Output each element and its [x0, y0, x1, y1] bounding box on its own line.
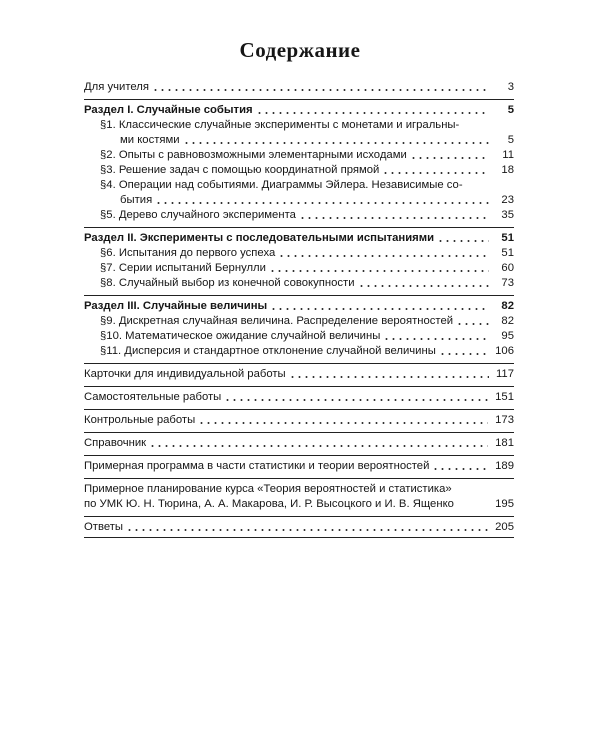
toc-entry-title: Карточки для индивидуальной работы: [84, 368, 286, 380]
toc-line: [100, 118, 514, 133]
dot-leader: [224, 399, 488, 401]
dot-leader: [432, 468, 488, 470]
toc-line: [100, 344, 514, 359]
toc-entry-planning: [84, 478, 514, 512]
toc-page-number: 11: [502, 149, 514, 161]
toc-entry-p4: [84, 178, 514, 208]
toc-page-number: 35: [501, 209, 514, 221]
dot-leader: [456, 323, 489, 325]
toc-entry-teacher: [84, 80, 514, 95]
toc-line: [84, 413, 514, 428]
toc-line: [100, 208, 514, 223]
toc-line: [100, 329, 514, 344]
toc-entry-title: Раздел III. Случайные величины: [84, 300, 268, 312]
toc-page-number: 151: [495, 391, 514, 403]
toc-line: [100, 133, 514, 148]
toc-entry-p7: [84, 261, 514, 276]
table-of-contents: [84, 80, 514, 538]
toc-page-number: 106: [495, 345, 514, 357]
dot-leader: [152, 89, 489, 91]
page-title: Содержание: [239, 38, 361, 62]
toc-entry-title: §6. Испытания до первого успеха: [100, 247, 276, 259]
toc-line: [100, 193, 514, 208]
dot-leader: [198, 422, 488, 424]
toc-entry-title: §1. Классические случайные эксперименты с монетами и игральны-: [100, 119, 460, 131]
toc-entry-p1: [84, 118, 514, 148]
dot-leader: [439, 353, 488, 355]
toc-entry-title: Раздел II. Эксперименты с последовательными испытаниями: [84, 232, 435, 244]
toc-line: [84, 367, 514, 382]
toc-entry-title-continued: ми костями: [120, 134, 180, 146]
toc-entry-title: §2. Опыты с равновозможными элементарными исходами: [100, 149, 407, 161]
toc-line: [84, 436, 514, 451]
toc-page-number: 51: [501, 247, 514, 259]
toc-entry-p2: [84, 148, 514, 163]
toc-page-number: 51: [501, 232, 514, 244]
toc-page-number: 73: [501, 277, 514, 289]
toc-entry-title: §4. Операции над событиями. Диаграммы Эйлера. Независимые со-: [100, 179, 463, 191]
toc-line: [84, 80, 514, 95]
toc-entry-title: Примерное планирование курса «Теория вероятностей и статистика»: [84, 483, 452, 495]
toc-line: [84, 497, 514, 512]
dot-leader: [383, 338, 489, 340]
toc-entry-section3: [84, 295, 514, 314]
toc-line: [84, 459, 514, 474]
toc-entry-independent: [84, 386, 514, 405]
dot-leader: [278, 255, 489, 257]
toc-page-number: 173: [495, 414, 514, 426]
toc-entry-title: §9. Дискретная случайная величина. Распределение вероятностей: [100, 315, 454, 327]
toc-entry-p11: [84, 344, 514, 359]
toc-entry-title: §3. Решение задач с помощью координатной прямой: [100, 164, 380, 176]
toc-entry-title-continued: по УМК Ю. Н. Тюрина, А. А. Макарова, И. Р. Высоцкого и И. В. Ященко: [84, 498, 454, 510]
toc-line: [100, 314, 514, 329]
toc-page-number: 23: [501, 194, 514, 206]
dot-leader: [256, 112, 489, 114]
toc-entry-section2: [84, 227, 514, 246]
toc-page-number: 60: [501, 262, 514, 274]
dot-leader: [358, 285, 489, 287]
toc-entry-title: §11. Дисперсия и стандартное отклонение случайной величины: [100, 345, 436, 357]
toc-line: [84, 390, 514, 405]
toc-line: [100, 261, 514, 276]
dot-leader: [183, 142, 489, 144]
toc-line: [100, 163, 514, 178]
toc-page-number: 181: [495, 437, 514, 449]
dot-leader: [269, 270, 489, 272]
toc-line: [84, 299, 514, 314]
dot-leader: [149, 445, 488, 447]
toc-entry-title: §5. Дерево случайного эксперимента: [100, 209, 296, 221]
dot-leader: [155, 202, 489, 204]
toc-line: [100, 276, 514, 291]
dot-leader: [126, 529, 488, 531]
dot-leader: [270, 308, 489, 310]
dot-leader: [410, 157, 489, 159]
toc-entry-title: Для учителя: [84, 81, 150, 93]
toc-page-number: 95: [501, 330, 514, 342]
toc-line: [100, 246, 514, 261]
toc-line: [84, 231, 514, 246]
toc-page-number: 189: [495, 460, 514, 472]
toc-entry-p10: [84, 329, 514, 344]
toc-entry-title-continued: бытия: [120, 194, 153, 206]
toc-entry-title: Самостоятельные работы: [84, 391, 222, 403]
toc-page-number: 82: [501, 315, 514, 327]
toc-line: [100, 148, 514, 163]
toc-line: [84, 482, 514, 497]
toc-entry-title: Контрольные работы: [84, 414, 196, 426]
toc-page-number: 5: [507, 134, 514, 146]
dot-leader: [299, 217, 489, 219]
dot-leader: [289, 376, 489, 378]
toc-line: [84, 520, 514, 535]
toc-entry-reference: [84, 432, 514, 451]
toc-entry-p3: [84, 163, 514, 178]
toc-entry-title: Раздел I. Случайные события: [84, 104, 253, 116]
dot-leader: [382, 172, 489, 174]
toc-entry-title: Ответы: [84, 521, 124, 533]
toc-page-number: 195: [495, 498, 514, 510]
toc-page-number: 205: [495, 521, 514, 533]
toc-entry-p6: [84, 246, 514, 261]
toc-entry-section1: [84, 99, 514, 118]
toc-entry-title: §8. Случайный выбор из конечной совокупности: [100, 277, 355, 289]
dot-leader: [437, 240, 489, 242]
toc-entry-p9: [84, 314, 514, 329]
toc-page-number: 18: [501, 164, 514, 176]
toc-line: [84, 103, 514, 118]
toc-entry-program: [84, 455, 514, 474]
toc-entry-title: §10. Математическое ожидание случайной величины: [100, 330, 381, 342]
toc-entry-title: Примерная программа в части статистики и теории вероятностей: [84, 460, 430, 472]
toc-entry-p8: [84, 276, 514, 291]
toc-entry-tests: [84, 409, 514, 428]
toc-entry-answers: [84, 516, 514, 538]
toc-entry-title: §7. Серии испытаний Бернулли: [100, 262, 266, 274]
toc-entry-cards: [84, 363, 514, 382]
toc-page-number: 82: [501, 300, 514, 312]
toc-entry-p5: [84, 208, 514, 223]
toc-page-number: 3: [507, 81, 514, 93]
toc-page-number: 5: [507, 104, 514, 116]
toc-page-number: 117: [495, 368, 514, 380]
toc-line: [100, 178, 514, 193]
toc-entry-title: Справочник: [84, 437, 147, 449]
